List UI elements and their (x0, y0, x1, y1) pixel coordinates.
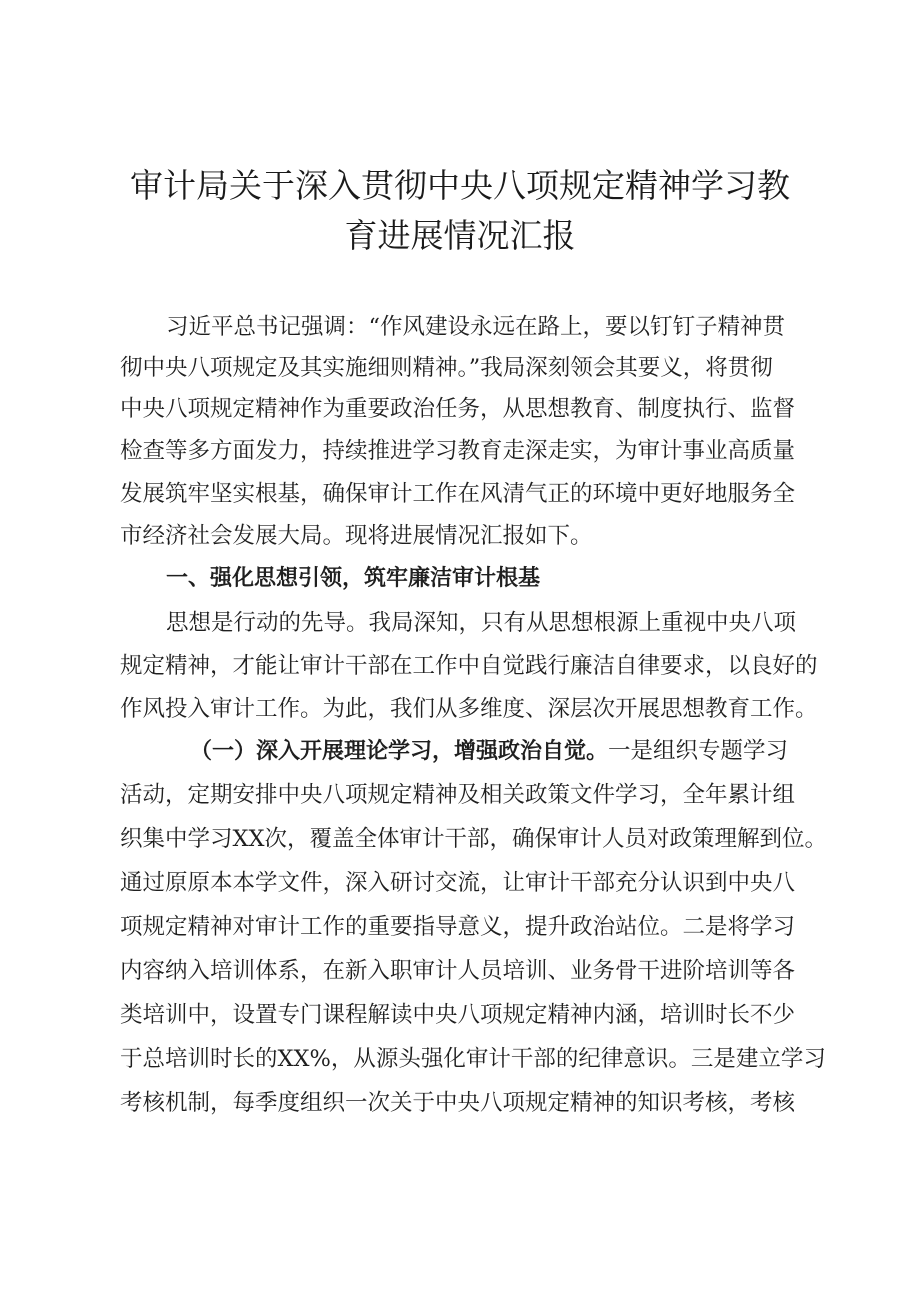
subsection-1-line: 项规定精神对审计工作的重要指导意义，提升政治站位。二是将学习 (120, 914, 796, 940)
intro-paragraph-line: 中央八项规定精神作为重要政治任务，从思想教育、制度执行、监督 (120, 396, 796, 422)
subsection-1-first-line-rest: 一是组织专题学习 (608, 738, 789, 764)
intro-paragraph-line: 市经济社会发展大局。现将进展情况汇报如下。 (120, 523, 593, 549)
subsection-1-line: 活动，定期安排中央八项规定精神及相关政策文件学习，全年累计组 (120, 782, 796, 808)
intro-paragraph-line: 彻中央八项规定及其实施细则精神。”我局深刻领会其要义，将贯彻 (120, 355, 773, 381)
intro-paragraph-line: 习近平总书记强调：“作风建设永远在路上，要以钉钉子精神贯 (166, 314, 786, 340)
subsection-1-line: 通过原原本本学文件，深入研讨交流，让审计干部充分认识到中央八 (120, 870, 796, 896)
section-1-paragraph-line: 思想是行动的先导。我局深知，只有从思想根源上重视中央八项 (166, 610, 797, 636)
section-1-paragraph-line: 规定精神，才能让审计干部在工作中自觉践行廉洁自律要求，以良好的 (120, 653, 818, 679)
subsection-1-line: 织集中学习XX次，覆盖全体审计干部，确保审计人员对政策理解到位。 (120, 826, 828, 852)
section-1-paragraph-line: 作风投入审计工作。为此，我们从多维度、深层次开展思想教育工作。 (120, 696, 818, 722)
intro-paragraph-line: 检查等多方面发力，持续推进学习教育走深走实，为审计事业高质量 (120, 438, 796, 464)
document-title-line-1: 审计局关于深入贯彻中央八项规定精神学习教 (130, 166, 790, 205)
subsection-1-heading: （一）深入开展理论学习，增强政治自觉。 (190, 739, 609, 764)
subsection-1-first-line (190, 736, 788, 767)
subsection-1-line: 考核机制，每季度组织一次关于中央八项规定精神的知识考核，考核 (120, 1090, 796, 1116)
document-title-line-2: 育进展情况汇报 (344, 216, 576, 255)
subsection-1-line: 于总培训时长的XX%，从源头强化审计干部的纪律意识。三是建立学习 (120, 1046, 826, 1072)
section-1-heading: 一、强化思想引领，筑牢廉洁审计根基 (166, 566, 541, 591)
subsection-1-line: 类培训中，设置专门课程解读中央八项规定精神内涵，培训时长不少 (120, 1002, 796, 1028)
subsection-1-line: 内容纳入培训体系，在新入职审计人员培训、业务骨干进阶培训等各 (120, 958, 796, 984)
intro-paragraph-line: 发展筑牢坚实根基，确保审计工作在风清气正的环境中更好地服务全 (120, 481, 796, 507)
